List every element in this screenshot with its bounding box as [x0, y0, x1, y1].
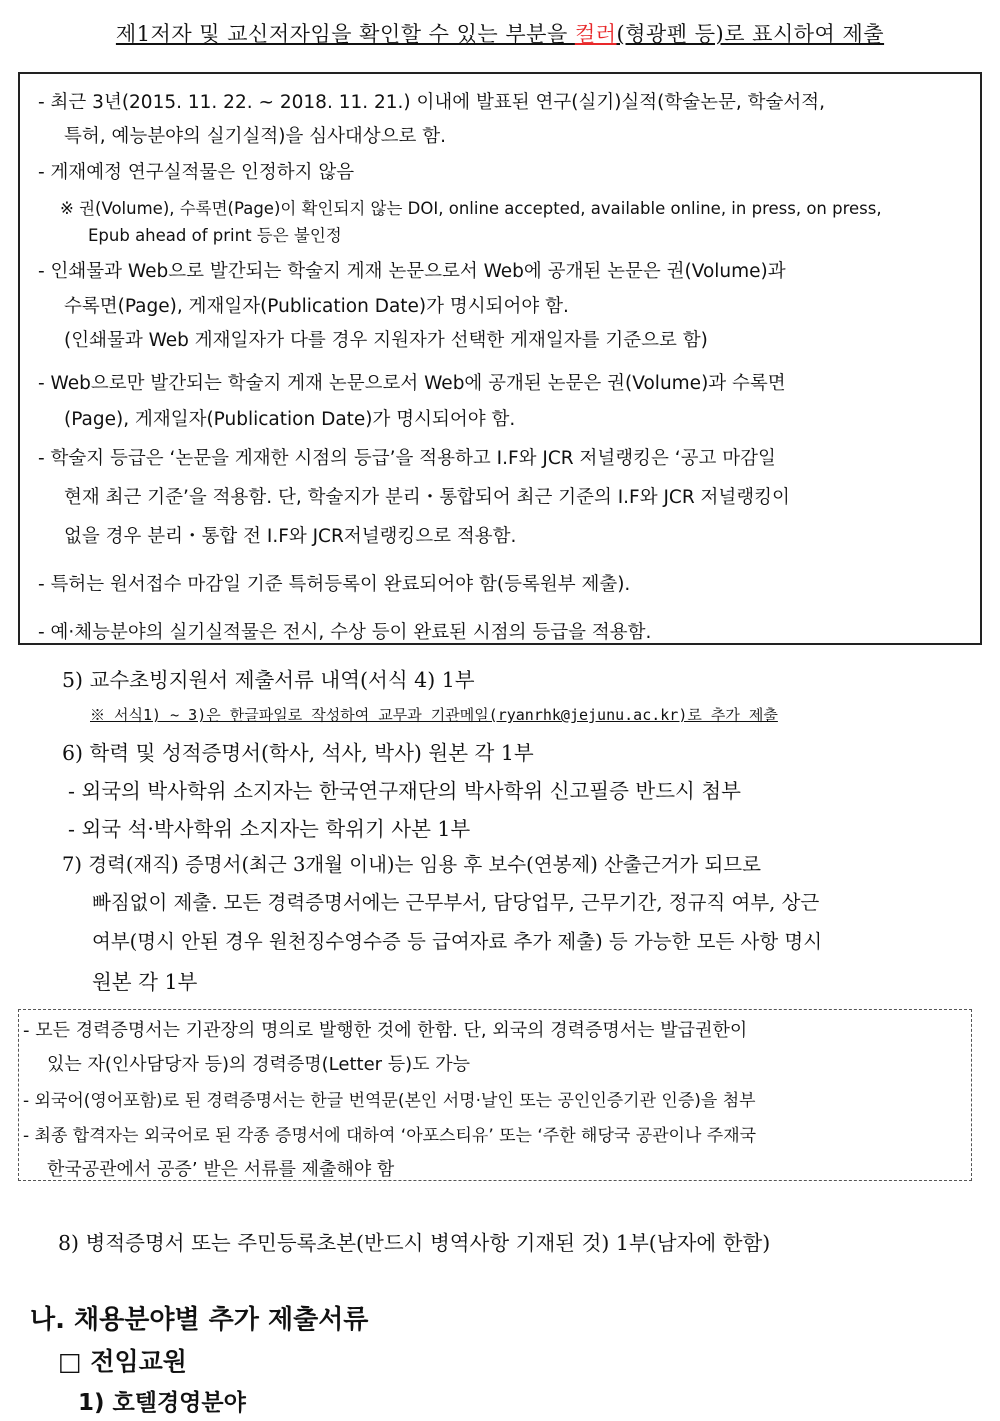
box2-line: - 최종 합격자는 외국어로 된 각종 증명서에 대하여 ‘아포스티유’ 또는 ‘주한 해당국 공관이나 주재국: [23, 1126, 757, 1146]
box1-line: - Web으로만 발간되는 학술지 게재 논문으로서 Web에 공개된 논문은 권(Volume)과 수록면: [38, 373, 786, 394]
box1-line: - 예·체능분야의 실기실적물은 전시, 수상 등이 완료된 시점의 등급을 적용함.: [38, 622, 652, 643]
career-notes-box: [18, 1009, 972, 1181]
item-5: 5) 교수초빙지원서 제출서류 내역(서식 4) 1부: [62, 668, 475, 692]
box2-line: - 모든 경력증명서는 기관장의 명의로 발행한 것에 한함. 단, 외국의 경력증명서는 발급권한이: [23, 1020, 748, 1041]
box1-line: - 특허는 원서접수 마감일 기준 특허등록이 완료되어야 함(등록원부 제출).: [38, 574, 631, 595]
box1-line: - 학술지 등급은 ‘논문을 게재한 시점의 등급’을 적용하고 I.F와 JCR 저널랭킹은 ‘공고 마감일: [38, 448, 776, 469]
box1-line: 특허, 예능분야의 실기실적)을 심사대상으로 함.: [64, 126, 447, 147]
item-7-line: 원본 각 1부: [92, 970, 198, 994]
item-7-line: 7) 경력(재직) 증명서(최근 3개월 이내)는 임용 후 보수(연봉제) 산출근거가 되므로: [62, 853, 761, 876]
box1-line: ※ 권(Volume), 수록면(Page)이 확인되지 않는 DOI, online accepted, available online, in press, on press,: [60, 199, 882, 218]
eligibility-box: [18, 72, 982, 645]
item-6-b: - 외국 석·박사학위 소지자는 학위기 사본 1부: [68, 817, 471, 841]
header-text-1: 제1저자 및 교신저자임을 확인할 수 있는 부분을: [115, 22, 575, 46]
section-subtitle: □ 전임교원: [58, 1347, 187, 1376]
item-5-note: ※ 서식1) ~ 3)은 한글파일로 작성하여 교무과 기관메일(ryanrhk@jejunu.ac.kr)로 추가 제출: [90, 706, 778, 724]
item-7-line: 빠짐없이 제출. 모든 경력증명서에는 근무부서, 담당업무, 근무기간, 정규직 여부, 상근: [92, 891, 820, 914]
box1-line: - 인쇄물과 Web으로 발간되는 학술지 게재 논문으로서 Web에 공개된 논문은 권(Volume)과: [38, 261, 786, 282]
box1-line: - 최근 3년(2015. 11. 22. ~ 2018. 11. 21.) 이내에 발표된 연구(실기)실적(학술논문, 학술서적,: [38, 92, 826, 113]
box1-line: 없을 경우 분리・통합 전 I.F와 JCR저널랭킹으로 적용함.: [64, 526, 517, 547]
box1-line: 수록면(Page), 게재일자(Publication Date)가 명시되어야 함.: [64, 296, 569, 317]
box1-line: (Page), 게재일자(Publication Date)가 명시되어야 함.: [64, 409, 516, 430]
header-color-word: 컬러: [574, 22, 617, 46]
item-6: 6) 학력 및 성적증명서(학사, 석사, 박사) 원본 각 1부: [62, 741, 534, 765]
item-6-a: - 외국의 박사학위 소지자는 한국연구재단의 박사학위 신고필증 반드시 첨부: [68, 779, 741, 803]
section-subsubtitle: 1) 호텔경영분야: [78, 1390, 246, 1416]
box2-line: 한국공관에서 공증’ 받은 서류를 제출해야 함: [47, 1159, 395, 1180]
box1-line: - 게재예정 연구실적물은 인정하지 않음: [38, 162, 355, 183]
box1-line: Epub ahead of print 등은 불인정: [88, 226, 342, 245]
box1-line: 현재 최근 기준’을 적용함. 단, 학술지가 분리・통합되어 최근 기준의 I.F와 JCR 저널랭킹이: [64, 487, 790, 508]
section-title: 나. 채용분야별 추가 제출서류: [30, 1305, 369, 1335]
box1-line: (인쇄물과 Web 게재일자가 다를 경우 지원자가 선택한 게재일자를 기준으로 함): [64, 330, 708, 351]
header-notice: [0, 18, 1000, 48]
box2-line: - 외국어(영어포함)로 된 경력증명서는 한글 번역문(본인 서명·날인 또는 공인인증기관 인증)을 첨부: [23, 1091, 756, 1111]
item-8: 8) 병적증명서 또는 주민등록초본(반드시 병역사항 기재된 것) 1부(남자에 한함): [58, 1231, 771, 1255]
item-7-line: 여부(명시 안된 경우 원천징수영수증 등 급여자료 추가 제출) 등 가능한 모든 사항 명시: [92, 930, 823, 953]
box2-line: 있는 자(인사담당자 등)의 경력증명(Letter 등)도 가능: [47, 1054, 471, 1075]
header-text-2: (형광펜 등)로 표시하여 제출: [616, 22, 885, 46]
